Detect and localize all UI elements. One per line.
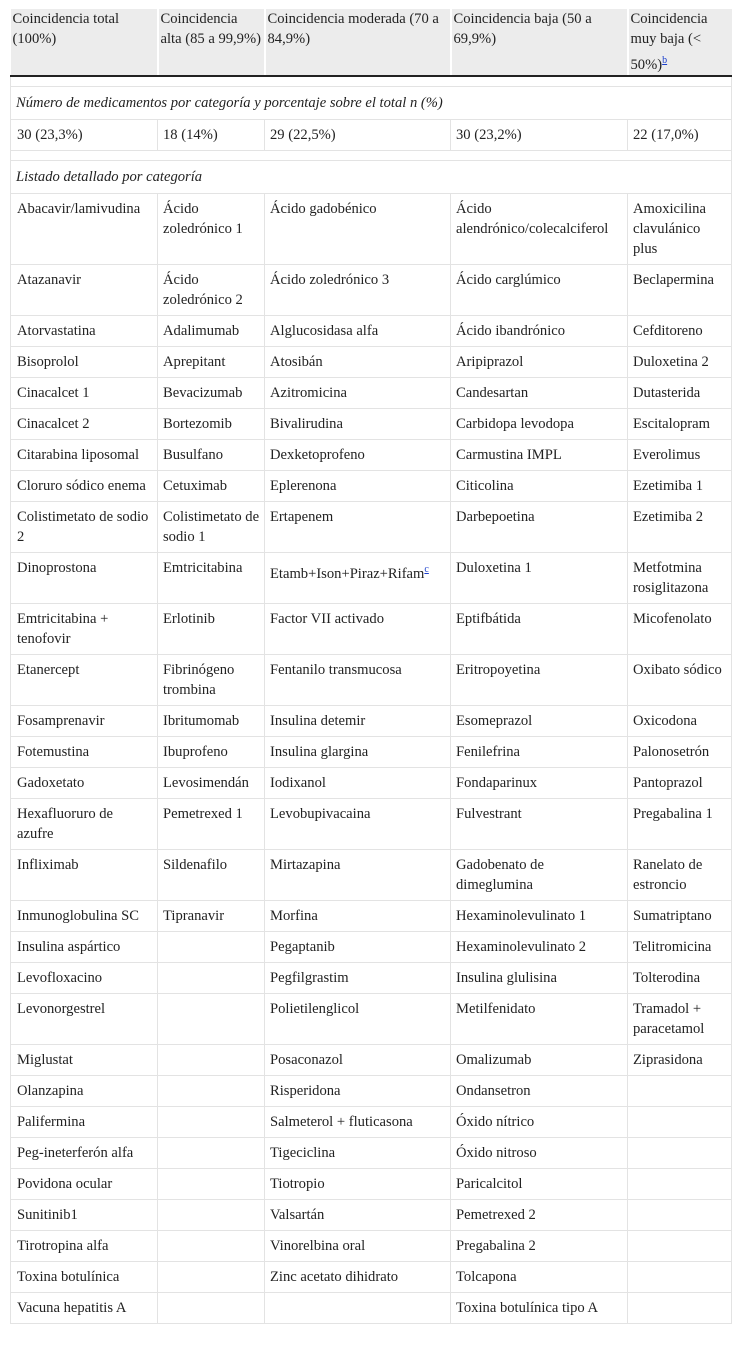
table-cell: Tolcapona [451, 1261, 628, 1292]
table-cell [158, 931, 265, 962]
table-cell: Insulina detemir [265, 705, 451, 736]
table-row [11, 798, 732, 849]
table-cell: Cinacalcet 2 [11, 408, 158, 439]
table-cell: Colistimetato de sodio 1 [158, 501, 265, 552]
footnote-link-c[interactable]: c [424, 563, 429, 575]
table-cell [158, 1106, 265, 1137]
table-cell: Busulfano [158, 439, 265, 470]
table-cell: Sildenafilo [158, 849, 265, 900]
table-cell: Fosamprenavir [11, 705, 158, 736]
count-cell: 30 (23,2%) [451, 119, 628, 150]
table-row [11, 900, 732, 931]
table-cell: Ranelato de estroncio [628, 849, 732, 900]
count-section-title: Número de medicamentos por categoría y porcentaje sobre el total n (%) [11, 86, 732, 119]
table-cell: Aripiprazol [451, 346, 628, 377]
header-row [11, 9, 732, 76]
table-cell: Ácido gadobénico [265, 193, 451, 264]
footnote-link-b[interactable]: b [662, 55, 668, 66]
table-cell: Fulvestrant [451, 798, 628, 849]
table-cell: Telitromicina [628, 931, 732, 962]
table-cell: Fotemustina [11, 736, 158, 767]
table-cell: Ácido zoledrónico 3 [265, 264, 451, 315]
table-cell: Iodixanol [265, 767, 451, 798]
table-cell: Atazanavir [11, 264, 158, 315]
table-cell: Eritropoyetina [451, 654, 628, 705]
table-cell: Citicolina [451, 470, 628, 501]
table-cell: Everolimus [628, 439, 732, 470]
table-cell: Beclapermina [628, 264, 732, 315]
table-cell: Palonosetrón [628, 736, 732, 767]
table-cell: Pemetrexed 2 [451, 1199, 628, 1230]
table-row [11, 408, 732, 439]
table-cell: Factor VII activado [265, 603, 451, 654]
table-cell [628, 1075, 732, 1106]
table-cell: Levosimendán [158, 767, 265, 798]
table-cell: Fibrinógeno trombina [158, 654, 265, 705]
table-row [11, 1261, 732, 1292]
table-cell: Bevacizumab [158, 377, 265, 408]
table-cell: Fenilefrina [451, 736, 628, 767]
table-cell: Emtricitabina [158, 552, 265, 603]
table-row [11, 501, 732, 552]
table-cell: Mirtazapina [265, 849, 451, 900]
table-cell [158, 993, 265, 1044]
table-cell: Ezetimiba 2 [628, 501, 732, 552]
table-row [11, 1230, 732, 1261]
table-row [11, 1075, 732, 1106]
table-cell: Bortezomib [158, 408, 265, 439]
table-cell: Citarabina liposomal [11, 439, 158, 470]
table-cell: Eplerenona [265, 470, 451, 501]
table-cell: Oxibato sódico [628, 654, 732, 705]
table-cell [158, 1230, 265, 1261]
count-cell: 30 (23,3%) [11, 119, 158, 150]
table-cell: Atosibán [265, 346, 451, 377]
table-cell: Dexketoprofeno [265, 439, 451, 470]
table-cell: Fondaparinux [451, 767, 628, 798]
table-cell: Pregabalina 1 [628, 798, 732, 849]
table-cell: Vinorelbina oral [265, 1230, 451, 1261]
table-cell [158, 1261, 265, 1292]
table-cell: Oxicodona [628, 705, 732, 736]
table-row [11, 193, 732, 264]
table-cell: Inmunoglobulina SC [11, 900, 158, 931]
table-cell: Ácido carglúmico [451, 264, 628, 315]
table-cell: Pegfilgrastim [265, 962, 451, 993]
section-row [11, 160, 732, 193]
table-cell: Abacavir/lamivudina [11, 193, 158, 264]
table-cell: Ácido alendrónico/colecalciferol [451, 193, 628, 264]
table-cell: Pregabalina 2 [451, 1230, 628, 1261]
table-cell [158, 1075, 265, 1106]
table-row [11, 654, 732, 705]
table-cell: Miglustat [11, 1044, 158, 1075]
table-cell: Metfotmina rosiglitazona [628, 552, 732, 603]
table-cell [158, 1044, 265, 1075]
medication-coincidence-table [10, 9, 732, 1324]
table-cell: Adalimumab [158, 315, 265, 346]
table-row [11, 1044, 732, 1075]
table-row [11, 849, 732, 900]
table-row [11, 705, 732, 736]
table-cell: Ibuprofeno [158, 736, 265, 767]
table-cell: Risperidona [265, 1075, 451, 1106]
table-cell: Cefditoreno [628, 315, 732, 346]
table-cell [628, 1230, 732, 1261]
table-cell: Posaconazol [265, 1044, 451, 1075]
table-cell: Sumatriptano [628, 900, 732, 931]
table-cell: Levobupivacaina [265, 798, 451, 849]
table-cell: Azitromicina [265, 377, 451, 408]
count-cell: 22 (17,0%) [628, 119, 732, 150]
table-cell: Darbepoetina [451, 501, 628, 552]
table-cell [158, 1199, 265, 1230]
table-cell [628, 1168, 732, 1199]
table-row [11, 552, 732, 603]
table-cell [628, 1292, 732, 1323]
table-cell: Colistimetato de sodio 2 [11, 501, 158, 552]
table-row [11, 470, 732, 501]
table-cell [158, 962, 265, 993]
table-cell: Tramadol + paracetamol [628, 993, 732, 1044]
table-cell: Bisoprolol [11, 346, 158, 377]
table-cell: Escitalopram [628, 408, 732, 439]
table-cell: Etamb+Ison+Piraz+Rifam$^c$ [265, 552, 451, 603]
table-cell: Insulina aspártico [11, 931, 158, 962]
spacer [11, 150, 732, 160]
table-cell: Aprepitant [158, 346, 265, 377]
table-cell: Metilfenidato [451, 993, 628, 1044]
table-row [11, 346, 732, 377]
table-cell: Palifermina [11, 1106, 158, 1137]
table-row [11, 767, 732, 798]
table-row [11, 1199, 732, 1230]
table-cell: Carbidopa levodopa [451, 408, 628, 439]
header-cell: Coincidencia alta (85 a 99,9%) [158, 9, 265, 76]
table-row [11, 736, 732, 767]
table-cell: Bivalirudina [265, 408, 451, 439]
table-cell [628, 1199, 732, 1230]
table-row [11, 315, 732, 346]
table-cell: Atorvastatina [11, 315, 158, 346]
table-cell: Ertapenem [265, 501, 451, 552]
table-cell: Erlotinib [158, 603, 265, 654]
table-row [11, 1106, 732, 1137]
table-cell: Povidona ocular [11, 1168, 158, 1199]
table-cell: Levofloxacino [11, 962, 158, 993]
table-cell: Óxido nítrico [451, 1106, 628, 1137]
table-cell: Duloxetina 1 [451, 552, 628, 603]
table-cell: Etanercept [11, 654, 158, 705]
table-cell: Pegaptanib [265, 931, 451, 962]
table-cell: Toxina botulínica tipo A [451, 1292, 628, 1323]
table-cell: Tigeciclina [265, 1137, 451, 1168]
table-cell: Insulina glulisina [451, 962, 628, 993]
table-cell: Dutasterida [628, 377, 732, 408]
table-cell: Polietilenglicol [265, 993, 451, 1044]
table-cell: Morfina [265, 900, 451, 931]
table-cell: Cetuximab [158, 470, 265, 501]
header-cell: Coincidencia total (100%) [11, 9, 158, 76]
table-cell: Ácido zoledrónico 2 [158, 264, 265, 315]
table-cell: Eptifbátida [451, 603, 628, 654]
table-cell: Fentanilo transmucosa [265, 654, 451, 705]
table-row [11, 931, 732, 962]
table-cell [158, 1168, 265, 1199]
count-cell: 18 (14%) [158, 119, 265, 150]
table-row [11, 1292, 732, 1323]
table-cell: Omalizumab [451, 1044, 628, 1075]
table-cell: Insulina glargina [265, 736, 451, 767]
table-row [11, 1137, 732, 1168]
spacer [11, 76, 732, 87]
table-cell: Tipranavir [158, 900, 265, 931]
table-cell: Amoxicilina clavulánico plus [628, 193, 732, 264]
table-row [11, 1168, 732, 1199]
table-cell: Paricalcitol [451, 1168, 628, 1199]
table-cell: Salmeterol + fluticasona [265, 1106, 451, 1137]
table-cell: Zinc acetato dihidrato [265, 1261, 451, 1292]
table-cell: Infliximab [11, 849, 158, 900]
table-row [11, 962, 732, 993]
table-cell: Alglucosidasa alfa [265, 315, 451, 346]
table-cell: Micofenolato [628, 603, 732, 654]
table-cell: Ibritumomab [158, 705, 265, 736]
header-cell: Coincidencia moderada (70 a 84,9%) [265, 9, 451, 76]
table-cell: Levonorgestrel [11, 993, 158, 1044]
header-cell: Coincidencia muy baja (< 50%)$^b$ [628, 9, 732, 76]
table-cell: Tiotropio [265, 1168, 451, 1199]
table-cell: Ziprasidona [628, 1044, 732, 1075]
table-cell [158, 1292, 265, 1323]
table-cell [628, 1137, 732, 1168]
table-cell: Pemetrexed 1 [158, 798, 265, 849]
table-cell: Candesartan [451, 377, 628, 408]
table-cell [158, 1137, 265, 1168]
table-cell: Cloruro sódico enema [11, 470, 158, 501]
header-cell: Coincidencia baja (50 a 69,9%) [451, 9, 628, 76]
table-row [11, 264, 732, 315]
table-cell: Carmustina IMPL [451, 439, 628, 470]
table-cell: Hexafluoruro de azufre [11, 798, 158, 849]
list-section-title: Listado detallado por categoría [11, 160, 732, 193]
table-cell: Valsartán [265, 1199, 451, 1230]
table-cell: Sunitinib1 [11, 1199, 158, 1230]
table-cell [265, 1292, 451, 1323]
table-cell: Vacuna hepatitis A [11, 1292, 158, 1323]
table-cell: Dinoprostona [11, 552, 158, 603]
table-cell: Olanzapina [11, 1075, 158, 1106]
table-wrapper [10, 9, 731, 1324]
table-cell [628, 1106, 732, 1137]
table-cell: Duloxetina 2 [628, 346, 732, 377]
table-cell [628, 1261, 732, 1292]
table-cell: Ácido zoledrónico 1 [158, 193, 265, 264]
table-cell: Cinacalcet 1 [11, 377, 158, 408]
table-cell: Gadobenato de dimeglumina [451, 849, 628, 900]
table-cell: Ácido ibandrónico [451, 315, 628, 346]
table-row [11, 993, 732, 1044]
section-row [11, 86, 732, 119]
table-cell: Hexaminolevulinato 2 [451, 931, 628, 962]
table-cell: Emtricitabina + tenofovir [11, 603, 158, 654]
counts-row [11, 119, 732, 150]
table-cell: Esomeprazol [451, 705, 628, 736]
table-cell: Pantoprazol [628, 767, 732, 798]
count-cell: 29 (22,5%) [265, 119, 451, 150]
table-cell: Óxido nitroso [451, 1137, 628, 1168]
table-row [11, 603, 732, 654]
table-row [11, 377, 732, 408]
table-cell: Tirotropina alfa [11, 1230, 158, 1261]
table-cell: Ezetimiba 1 [628, 470, 732, 501]
table-row [11, 439, 732, 470]
table-cell: Tolterodina [628, 962, 732, 993]
table-cell: Peg-ineterferón alfa [11, 1137, 158, 1168]
table-cell: Toxina botulínica [11, 1261, 158, 1292]
table-cell: Gadoxetato [11, 767, 158, 798]
table-cell: Ondansetron [451, 1075, 628, 1106]
table-cell: Hexaminolevulinato 1 [451, 900, 628, 931]
